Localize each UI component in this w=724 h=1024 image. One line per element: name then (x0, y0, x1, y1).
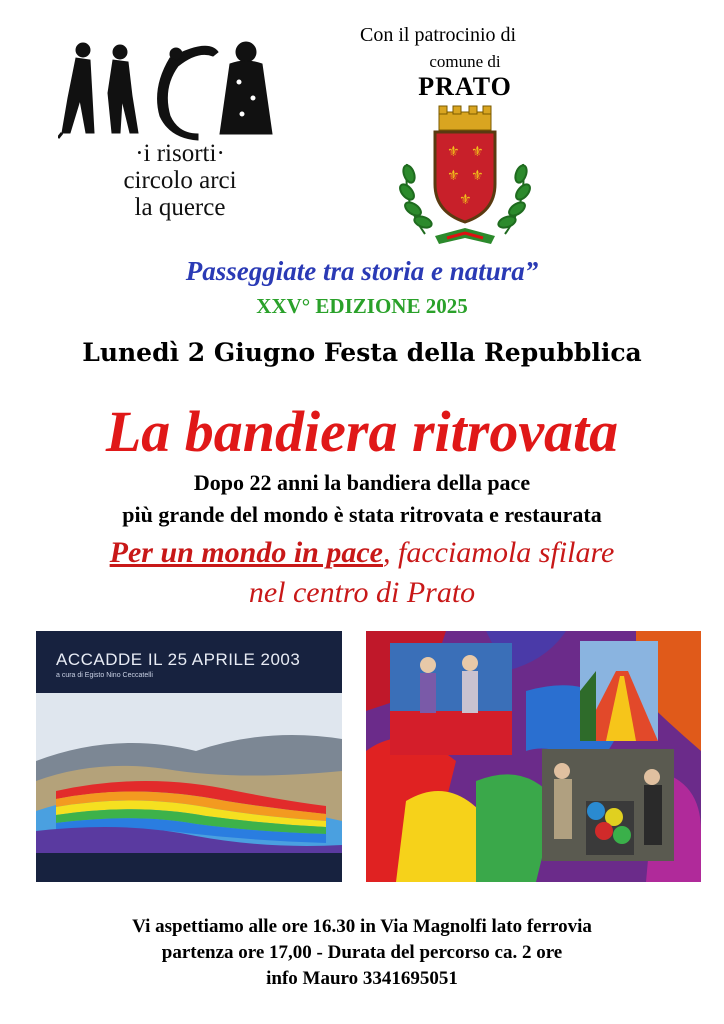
departure-duration: partenza ore 17,00 - Durata del percorso ca. 2 ore (161, 942, 563, 963)
patronage-intro: Con il patrocinio di (360, 24, 517, 46)
restored-flag-collage (366, 631, 701, 882)
slogan-rest: , facciamola sfilare (383, 536, 615, 569)
svg-text:⚜: ⚜ (447, 144, 460, 160)
description-line-1: Dopo 22 anni la bandiera della pace (193, 470, 531, 495)
arci-figures-icon (58, 42, 272, 140)
slogan-line-2: nel centro di Prato (248, 576, 476, 609)
logo-line-1: ·i risorti· (135, 140, 225, 167)
logo-text (95, 140, 265, 221)
svg-text:⚜: ⚜ (471, 144, 484, 160)
book-cover-subtitle: a cura di Egisto Nino Ceccatelli (56, 672, 153, 679)
prato-crest-icon (395, 104, 535, 249)
edition-label: XXV° EDIZIONE 2025 (256, 294, 468, 318)
logo-line-3: la querce (134, 194, 226, 221)
patronage-comune: comune di (429, 52, 501, 71)
event-title: La bandiera ritrovata (105, 399, 619, 464)
svg-text:⚜: ⚜ (471, 168, 484, 184)
svg-text:⚜: ⚜ (447, 168, 460, 184)
meeting-point: Vi aspettiamo alle ore 16.30 in Via Magnolfi lato ferrovia (132, 916, 592, 937)
description-line-2: più grande del mondo è stata ritrovata e restaurata (122, 502, 602, 527)
book-cover-photo (36, 631, 342, 882)
event-date: Lunedì 2 Giugno Festa della Repubblica (82, 338, 642, 367)
slogan-underlined: Per un mondo in pace (109, 536, 383, 569)
svg-text:⚜: ⚜ (459, 192, 472, 208)
patronage-city: PRATO (418, 72, 512, 101)
logo-line-2: circolo arci (123, 167, 237, 194)
restored-flag-image (366, 631, 701, 882)
slogan (0, 536, 724, 570)
contact-info: info Mauro 3341695051 (266, 968, 458, 989)
book-cover-title: ACCADDE IL 25 APRILE 2003 (56, 650, 301, 669)
series-title: Passeggiate tra storia e natura” (185, 256, 539, 286)
